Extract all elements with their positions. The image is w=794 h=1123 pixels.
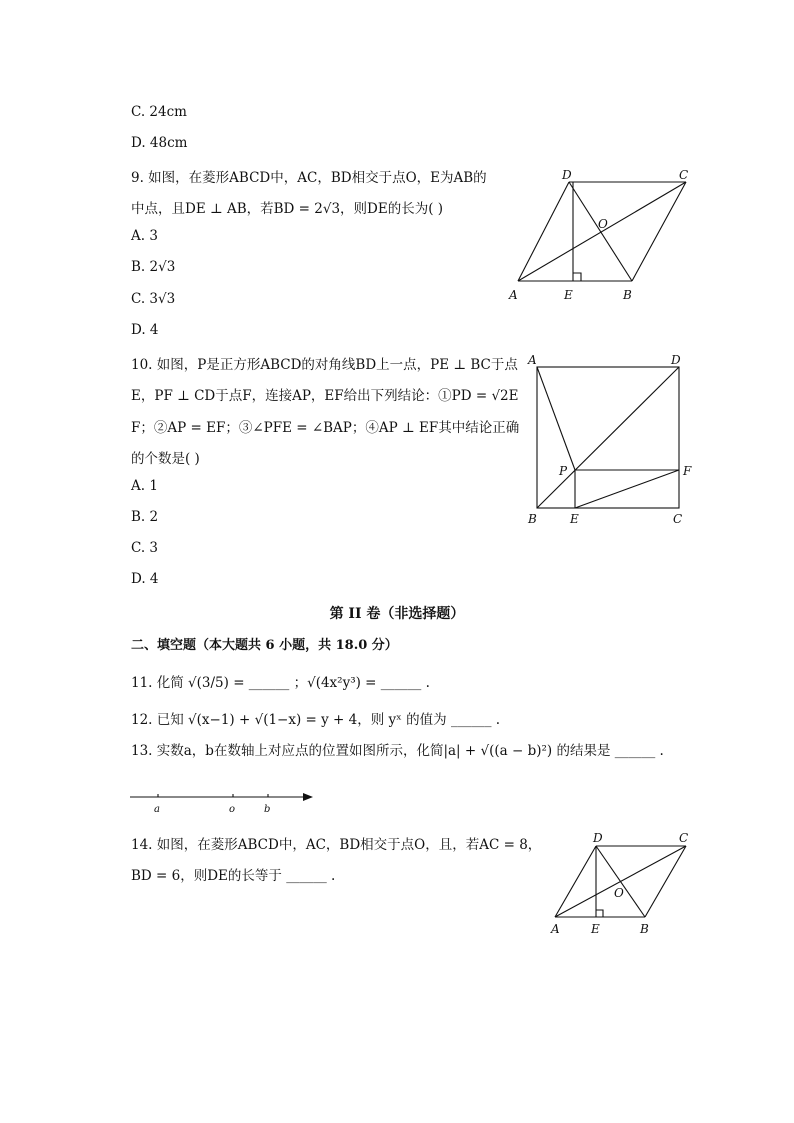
q8-option-c: C. 24cm bbox=[131, 104, 187, 120]
numberline-label-b: b bbox=[264, 804, 271, 815]
q10-stem-line1: 10. 如图，P是正方形ABCD的对角线BD上一点，PE ⊥ BC于点 bbox=[131, 357, 518, 373]
q9-label-e: E bbox=[564, 288, 573, 302]
q10-label-f: F bbox=[683, 464, 692, 478]
q9-label-a: A bbox=[509, 288, 518, 302]
part2-title: 第 II 卷（非选择题） bbox=[329, 606, 465, 622]
q10-stem-line4: 的个数是( ) bbox=[131, 451, 200, 467]
q10-option-b: B. 2 bbox=[131, 509, 159, 525]
q9-stem-line1: 9. 如图，在菱形ABCD中，AC，BD相交于点O，E为AB的 bbox=[131, 170, 487, 186]
q9-label-d: D bbox=[562, 168, 572, 182]
q10-option-c: C. 3 bbox=[131, 540, 159, 556]
q10-label-p: P bbox=[559, 464, 568, 478]
numberline-label-a: a bbox=[154, 804, 160, 815]
q10-label-c: C bbox=[673, 512, 683, 526]
q9-option-c: C. 3√3 bbox=[131, 291, 176, 307]
q10-label-b: B bbox=[528, 512, 537, 526]
q14-stem-line1: 14. 如图，在菱形ABCD中，AC，BD相交于点O，且，若AC = 8， bbox=[131, 837, 542, 853]
q9-stem-line2: 中点，且DE ⊥ AB，若BD = 2√3，则DE的长为( ) bbox=[131, 201, 444, 217]
q11-stem: 11. 化简 √(3/5) = ______ ；√(4x²y³) = ______ . bbox=[131, 675, 430, 691]
q8-option-d: D. 48cm bbox=[131, 135, 188, 151]
q10-square-figure bbox=[520, 350, 700, 530]
numberline-label-o: o bbox=[229, 804, 236, 815]
q10-stem-line2: E，PF ⊥ CD于点F，连接AP，EF给出下列结论：①PD = √2E bbox=[131, 388, 519, 404]
q14-label-e: E bbox=[591, 922, 600, 936]
q9-option-d: D. 4 bbox=[131, 322, 159, 338]
q14-label-a: A bbox=[551, 922, 560, 936]
q14-label-o: O bbox=[614, 886, 624, 900]
q9-label-o: O bbox=[598, 217, 608, 231]
q12-stem: 12. 已知 √(x−1) + √(1−x) = y + 4，则 yˣ 的值为 ______ . bbox=[131, 712, 501, 728]
q10-option-d: D. 4 bbox=[131, 571, 159, 587]
q14-stem-line2: BD = 6，则DE的长等于 ______ . bbox=[131, 868, 336, 884]
q9-label-b: B bbox=[623, 288, 632, 302]
q10-label-d: D bbox=[671, 353, 681, 367]
q14-label-b: B bbox=[640, 922, 649, 936]
q14-label-d: D bbox=[593, 831, 603, 845]
q13-stem: 13. 实数a，b在数轴上对应点的位置如图所示，化简|a| + √((a − b)²) 的结果是 ______ . bbox=[131, 743, 664, 759]
q10-option-a: A. 1 bbox=[131, 478, 158, 494]
q10-label-e: E bbox=[570, 512, 579, 526]
q9-option-b: B. 2√3 bbox=[131, 259, 176, 275]
q13-number-line bbox=[125, 785, 325, 820]
q10-stem-line3: F；②AP = EF；③∠PFE = ∠BAP；④AP ⊥ EF其中结论正确 bbox=[131, 420, 520, 436]
q9-rhombus-figure bbox=[505, 166, 705, 306]
q10-label-a: A bbox=[528, 353, 537, 367]
section2-title: 二、填空题（本大题共 6 小题，共 18.0 分） bbox=[131, 638, 398, 653]
q9-label-c: C bbox=[679, 168, 689, 182]
q14-label-c: C bbox=[679, 831, 689, 845]
q9-option-a: A. 3 bbox=[131, 228, 158, 244]
q14-rhombus-figure bbox=[545, 830, 705, 940]
